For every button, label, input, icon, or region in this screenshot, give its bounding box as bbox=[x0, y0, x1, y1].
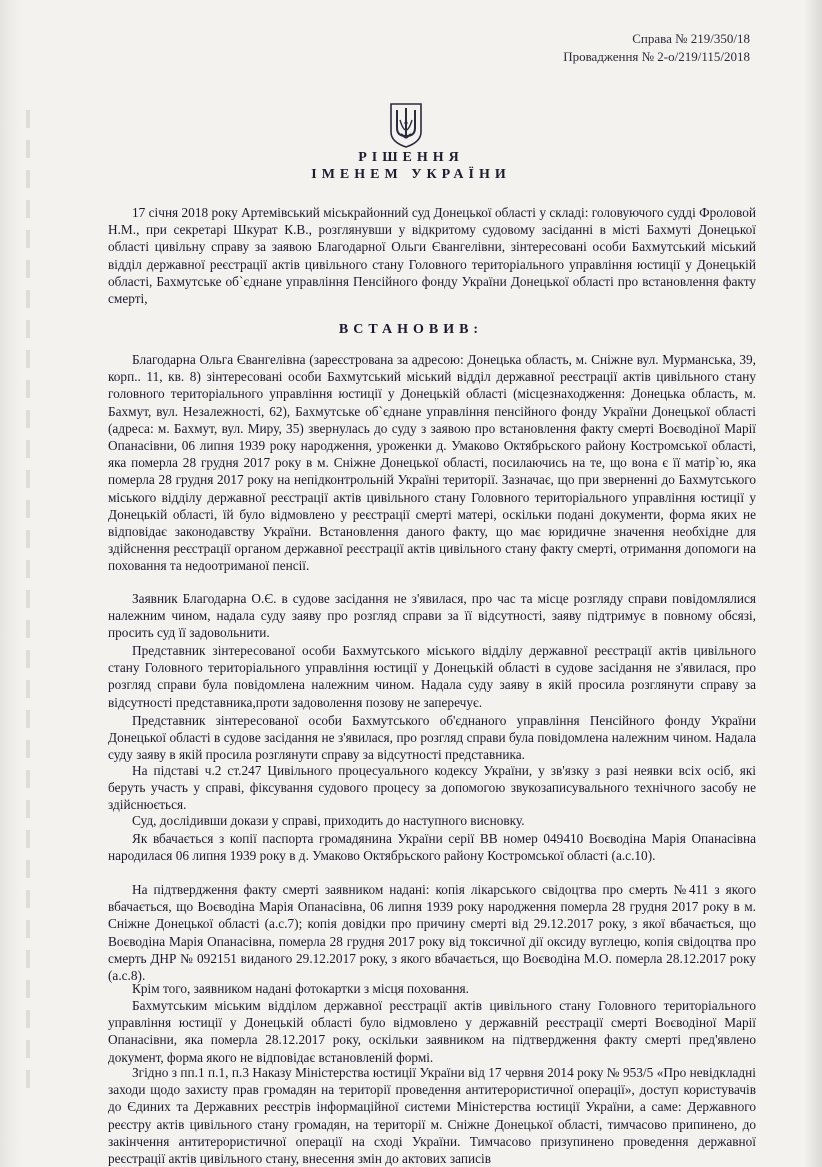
intro-paragraph: 17 січня 2018 року Артемівський міськрайонний суд Донецької області у складі: головуючого судді Фроловой Н.М., при секретарі Шкурат К.В., розглянувши у відкритому судовому засіданні в місті Бахмуті Донецької області цивільну справу за заявою Благодарної Ольги Євангелівни, зінтересовані особи Бахмутський міський відділ державної реєстрації актів цивільного стану Головного територіального управління юстиції у Донецькій області, Бахмутське об`єднане управління Пенсійного фонду України Донецької області про встановлення факту смерті, bbox=[108, 205, 756, 307]
paragraph-11: Згідно з пп.1 п.1, п.3 Наказу Міністерства юстиції України від 17 червня 2014 року № 953/5 «Про невідкладні заходи щодо захисту прав громадян на території проведення антитерористичної операції», доступ користувачів до Єдиних та Державних реєстрів інформаційної системи Міністерства юстиції України, а саме: Державного реєстру актів цивільного стану громадян, на території м. Сніжне Донецької області, тимчасово припинено, до закінчення антитерористичної операції на сході України. Тимчасово призупинено проведення державної реєстрації актів цивільного стану, внесення змін до актових записів bbox=[108, 1065, 756, 1167]
proceeding-number: Провадження № 2-о/219/115/2018 bbox=[563, 49, 750, 64]
paragraph-3: Представник зінтересованої особи Бахмутського міського відділу державної реєстрації актів цивільного стану Головного територіального управління юстиції у Донецькій області в судове засідання не з'явилася, про розгляд справи була повідомлена належним чином. Надала суду заяву в якій просила розглянути справу за відсутності представника,проти задоволення позову не заперечує. bbox=[108, 643, 756, 710]
section-heading: ВСТАНОВИВ: bbox=[338, 322, 484, 337]
decision-subtitle: ІМЕНЕМ УКРАЇНИ bbox=[311, 167, 511, 182]
case-number: Справа № 219/350/18 bbox=[632, 31, 750, 46]
case-references bbox=[563, 30, 750, 66]
paragraph-6: Суд, дослідивши докази у справі, приходить до наступного висновку. bbox=[132, 813, 525, 828]
paragraph-10: Бахмутським міським відділом державної реєстрації актів цивільного стану Головного територіального управління юстиції у Донецькій області було відмовлено у державній реєстрації смерті Воєводіної Марії Опанасівни, яка померла 28.12.2017 року, оскільки заявником на підтвердження факту смерті пред'явлено документ, форма якого не відповідає встановленій формі. bbox=[108, 998, 756, 1065]
binding-marks bbox=[26, 110, 30, 1090]
paragraph-2: Заявник Благодарна О.Є. в судове засідання не з'явилася, про час та місце розгляду справи повідомлялися належним чином, надала суду заяву про розгляд справи за її відсутності, заяву підтримує в повному обсязі, просить суд її задовольнити. bbox=[108, 591, 756, 641]
paragraph-8: На підтвердження факту смерті заявником надані: копія лікарського свідоцтва про смерть №411 з якого вбачається, що Воєводіна Марія Опанасівна, 06 липня 1939 року народження померла 28 грудня 2017 року в м. Сніжне Донецької області (а.с.7); копія довідки про причину смерті від 29.12.2017 року, з якої вбачається, що Воєводіна Марія Опанасівна, померла 28 грудня 2017 року від токсичної дії оксиду вуглецю, копія свідоцтва про смерть ДНР № 092151 виданого 29.12.2017 року, з якого вбачається, що Воєводіна М.О. померла 28.12.2017 року (а.с.8). bbox=[108, 882, 756, 984]
trident-emblem-icon bbox=[388, 102, 424, 148]
paragraph-9: Крім того, заявником надані фотокартки з місця поховання. bbox=[132, 981, 469, 996]
decision-title: РІШЕННЯ bbox=[358, 150, 464, 165]
paragraph-4: Представник зінтересованої особи Бахмутського об'єднаного управління Пенсійного фонду України Донецької області в судове засідання не з'явилася, про розгляд справи була повідомлена належним чином. Надала суду заяву в якій просила розглянути справу за відсутності представника. bbox=[108, 713, 756, 763]
paragraph-1: Благодарна Ольга Євангелівна (зареєстрована за адресою: Донецька область, м. Сніжне вул. Мурманська, 39, корп.. 11, кв. 8) зінтересовані особи Бахмутський міський відділ державної реєстрації актів цивільного стану головного територіального управління юстиції у Донецькій області (місцезнаходження: Донецька область, м. Бахмут, вул. Незалежності, 62), Бахмутське об`єднане управління пенсійного фонду України Донецької області (адреса: м. Бахмут, вул. Миру, 35) звернулась до суду з заявою про встановлення факту смерті Воєводіної Марії Опанасівни, 06 липня 1939 року народження, уроженки д. Умаково Октябрьского району Костромської області, яка померла 28 грудня 2017 року в м. Сніжне Донецької області, посилаючись на те, що вона є її матір`ю, яка померла 28 грудня 2017 року на непідконтрольній Україні території. Зазначає, що при зверненні до Бахмутського міського відділу державної реєстрації актів цивільного стану Головного територіального управління юстиції у Донецькій області, їй було відмовлено у реєстрації смерті матері, оскільки подані документи, форма яких не відповідає законодавству України. Встановлення даного факту, що має юридичне значення необхідне для здійснення реєстрації органом державної реєстрації актів цивільного стану факту смерті, отримання допомоги на поховання та недоотриманої пенсії. bbox=[108, 352, 756, 574]
paragraph-5: На підставі ч.2 ст.247 Цивільного процесуального кодексу України, у зв'язку з разі неявки всіх осіб, які беруть участь у справі, фіксування судового процесу за допомогою звукозаписувального технічного засобу не здійснюється. bbox=[108, 763, 756, 813]
paragraph-7: Як вбачається з копії паспорта громадянина України серії ВВ номер 049410 Воєводіна Марія Опанасівна народилася 06 липня 1939 року в д. Умаково Октябрьского району Костромської області (а.с.10). bbox=[108, 831, 756, 864]
